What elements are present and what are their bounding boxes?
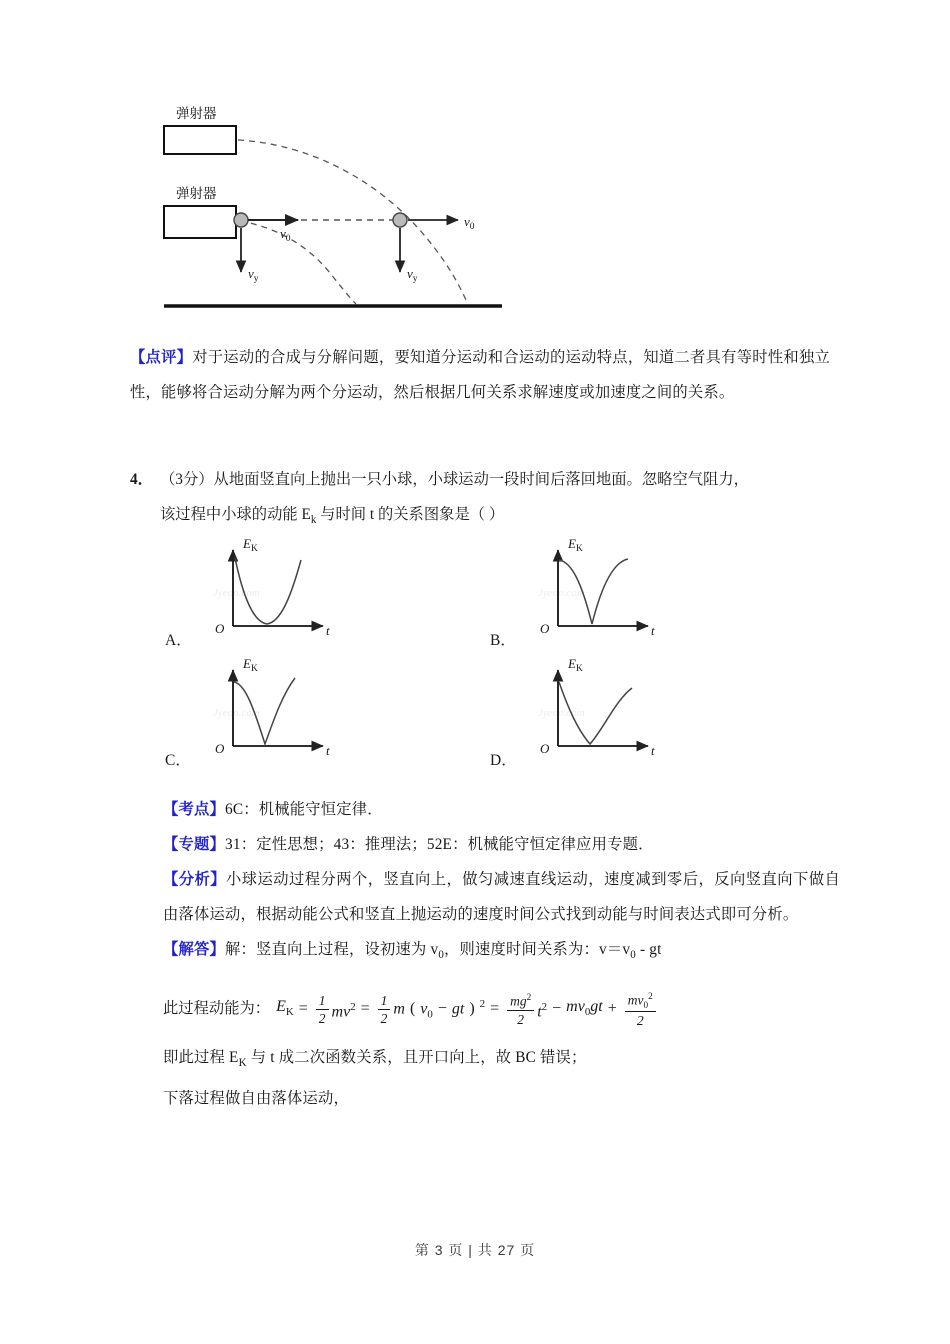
option-c[interactable]	[165, 654, 495, 772]
question-line-2	[160, 497, 840, 538]
conclusion-1-sub: K	[238, 1056, 247, 1069]
question-ek-subscript: k	[310, 514, 317, 527]
option-d-y-label: $E_K$	[568, 656, 583, 674]
comment-paragraph	[130, 340, 830, 410]
option-d-graph	[520, 654, 700, 764]
option-b-watermark: Jyeoo.com	[538, 587, 585, 599]
formula-mv0sq-over-2: $\frac{mv_0^2}{2}$	[625, 991, 656, 1029]
option-a-origin-label: O	[215, 621, 225, 636]
option-b-letter: B．	[490, 632, 516, 649]
jieda-text-pre: 解：竖直向上过程，设初速为 v	[225, 941, 439, 958]
formula-half-1: $\frac{1}{2}$	[316, 993, 329, 1026]
option-d-letter: D．	[490, 752, 517, 769]
option-c-watermark: Jyeoo.com	[213, 707, 260, 719]
zhuanti-tag: 【专题】	[163, 836, 225, 853]
fenxi-tag: 【分析】	[163, 871, 226, 888]
formula-half-2: $\frac{1}{2}$	[378, 993, 391, 1026]
zhuanti-paragraph	[163, 827, 840, 862]
ball-left	[234, 213, 248, 227]
vy-label-right: $v_y$	[407, 266, 418, 284]
page-footer: 第 3 页 | 共 27 页	[414, 1242, 536, 1258]
conclusion-1-pre: 即此过程 E	[163, 1048, 239, 1066]
jieda-text-post: ，则速度时间关系为：v＝v	[444, 941, 631, 958]
option-b-graph	[520, 534, 700, 644]
option-b-y-label: $E_K$	[568, 536, 583, 554]
option-c-graph	[195, 654, 375, 764]
option-a-x-label: t	[326, 623, 330, 638]
option-c-origin-label: O	[215, 741, 225, 756]
zhuanti-text: 31：定性思想；43：推理法；52E：机械能守恒定律应用专题．	[225, 836, 654, 853]
jieda-tag: 【解答】	[163, 941, 225, 958]
option-c-y-label: $E_K$	[243, 656, 258, 674]
option-a-graph	[195, 534, 375, 644]
option-a-watermark: Jyeoo.com	[213, 587, 260, 599]
launcher-box-top	[164, 126, 236, 154]
option-a[interactable]	[165, 534, 495, 652]
option-b[interactable]	[490, 534, 820, 652]
kaodian-paragraph	[163, 792, 840, 827]
options-row-1	[165, 534, 845, 654]
formula-mv2: $mv^2$	[331, 1000, 356, 1020]
option-c-letter: C．	[165, 752, 191, 769]
option-d-origin-label: O	[540, 741, 550, 756]
formula-m-paren: m ( $v_0$ − gt ) $^2$	[393, 998, 486, 1021]
launcher-label-top: 弹射器	[176, 106, 217, 121]
formula-lhs: $E_K$	[276, 997, 294, 1018]
option-b-x-label: t	[651, 623, 655, 638]
fenxi-paragraph	[163, 862, 840, 932]
conclusion-2: 下落过程做自由落体运动，	[163, 1089, 349, 1107]
formula-mv0gt: $mv_0gt$	[566, 997, 603, 1018]
option-a-letter: A．	[165, 632, 192, 649]
option-d-watermark: Jyeoo.com	[538, 707, 585, 719]
option-d-x-label: t	[651, 743, 655, 758]
question-text-line1: （3分）从地面竖直向上抛出一只小球，小球运动一段时间后落回地面。忽略空气阻力，	[160, 471, 749, 488]
kaodian-tag: 【考点】	[163, 801, 225, 818]
option-b-origin-label: O	[540, 621, 550, 636]
explanation-section	[130, 792, 840, 1116]
v0-label-left: $v_0$	[280, 226, 291, 244]
formula-t-squared: $t^2$	[537, 1000, 548, 1020]
conclusion-1-post: 与 t 成二次函数关系，且开口向上，故 BC 错误；	[246, 1048, 587, 1066]
comment-section	[130, 340, 830, 410]
question-line-1	[130, 462, 840, 497]
option-c-x-label: t	[326, 743, 330, 758]
trajectory-lower	[240, 221, 356, 304]
question-number: 4．	[130, 471, 153, 488]
jieda-sub-1: 0	[438, 949, 445, 962]
option-a-y-label: $E_K$	[243, 536, 258, 554]
fenxi-text: 小球运动过程分两个，竖直向上，做匀减速直线运动，速度减到零后，反向竖直向下做自由落体运动，根据动能公式和竖直上抛运动的速度时间公式找到动能与时间表达式即可分析。	[163, 871, 840, 923]
launcher-box-bottom	[164, 206, 236, 238]
projectile-figure-svg	[150, 88, 530, 323]
formula-expression: $E_K$ = $\frac{1}{2}$ $mv^2$ = $\frac{1}{2}$ m ( $v_0$ − gt ) $^2$ = $\frac{mg^2}{2}$ $t^2$ − $mv_0gt$ + $\frac{mv_0^2}{2}$	[276, 989, 659, 1030]
jieda-sub-2: 0	[630, 949, 636, 962]
options-row-2	[165, 654, 845, 774]
launcher-label-bottom: 弹射器	[176, 186, 217, 201]
vy-label-left: $v_y$	[248, 266, 259, 284]
answer-options	[165, 534, 845, 774]
comment-text: 对于运动的合成与分解问题，要知道分运动和合运动的运动特点，知道二者具有等时性和独立性，能够将合运动分解为两个分运动，然后根据几何关系求解速度或加速度之间的关系。	[130, 349, 830, 401]
conclusion-1	[163, 1040, 840, 1081]
projectile-figure	[150, 88, 530, 323]
question-text-pre: 该过程中小球的动能 E	[160, 506, 311, 523]
formula-mg2-over-2: $\frac{mg^2}{2}$	[507, 992, 534, 1027]
kinetic-energy-formula	[163, 989, 840, 1030]
question-text-post: 与时间 t 的关系图象是（ ）	[316, 506, 505, 523]
v0-label-right: $v_0$	[464, 214, 475, 232]
comment-tag: 【点评】	[130, 349, 193, 366]
question-4	[130, 462, 840, 538]
ball-right	[393, 213, 407, 227]
option-d[interactable]	[490, 654, 820, 772]
jieda-paragraph	[163, 932, 840, 973]
kaodian-text: 6C：机械能守恒定律．	[225, 801, 383, 818]
jieda-text-end: - gt	[635, 941, 662, 958]
formula-label: 此过程动能为：	[163, 1000, 271, 1018]
